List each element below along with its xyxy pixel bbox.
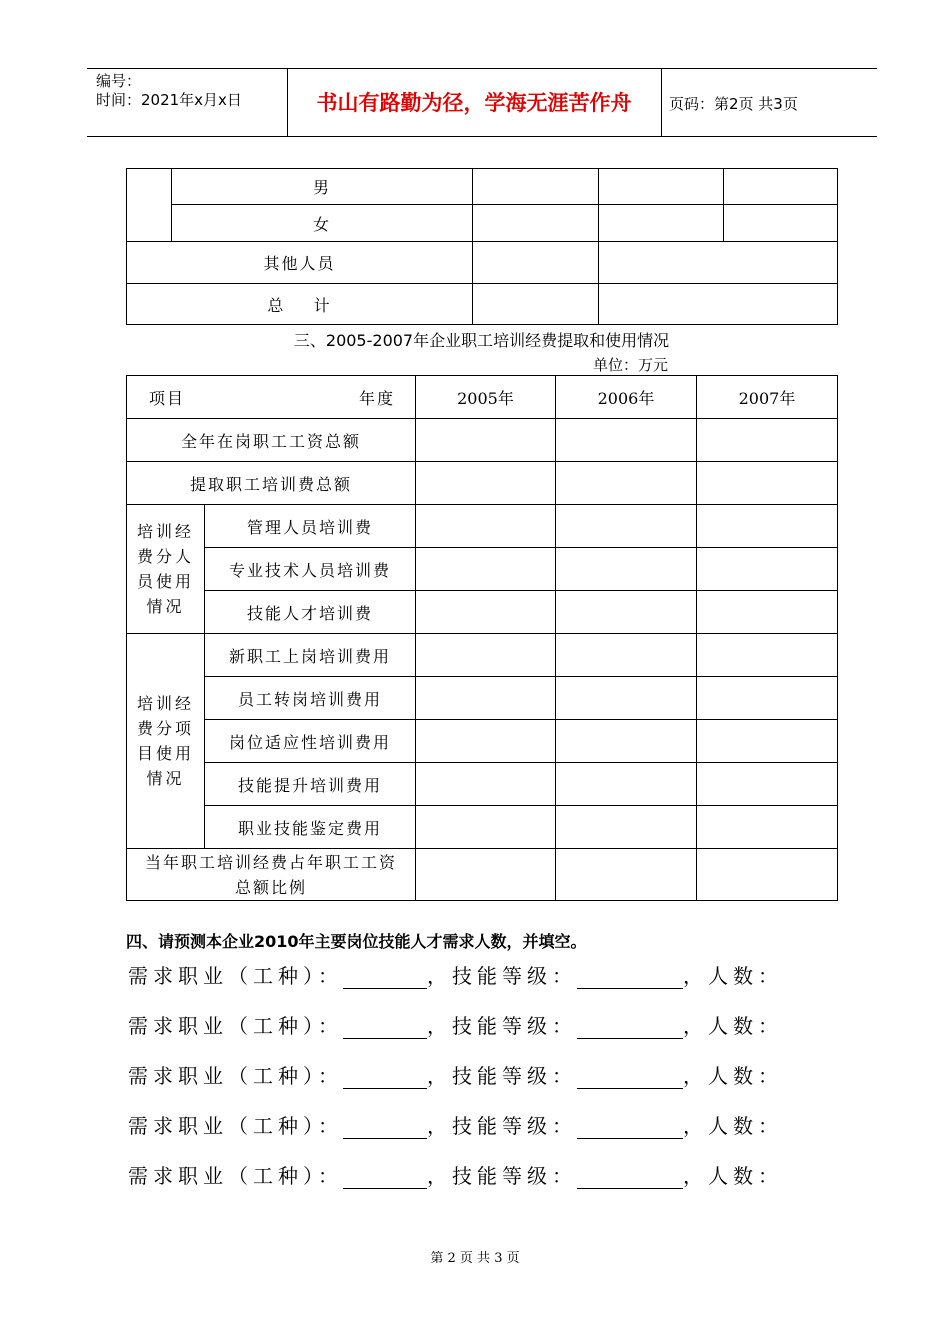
- row-management: 管理人员培训费: [205, 505, 416, 548]
- row-total-training: 提取职工培训费总额: [127, 462, 416, 505]
- data-cell[interactable]: [473, 205, 599, 242]
- row-label-female: 女: [172, 205, 473, 242]
- level-label: ，技能等级：: [427, 1114, 577, 1138]
- count-label: ，人数：: [683, 1164, 783, 1188]
- row-transfer: 员工转岗培训费用: [205, 677, 416, 720]
- demand-row: [128, 1010, 783, 1039]
- count-label: ，人数：: [683, 1114, 783, 1138]
- occupation-label: 需求职业（工种）：: [128, 1014, 343, 1038]
- data-cell[interactable]: [416, 849, 556, 901]
- count-label: ，人数：: [683, 1014, 783, 1038]
- data-cell[interactable]: [556, 677, 697, 720]
- unit-label: 单位：万元: [593, 356, 669, 374]
- section-4-title: 四、请预测本企业2010年主要岗位技能人才需求人数，并填空。: [126, 932, 587, 951]
- data-cell[interactable]: [697, 505, 838, 548]
- row-skill-upgrade: 技能提升培训费用: [205, 763, 416, 806]
- level-label: ，技能等级：: [427, 1064, 577, 1088]
- demand-row: [128, 1160, 783, 1189]
- count-label: ，人数：: [683, 1064, 783, 1088]
- data-cell[interactable]: [416, 677, 556, 720]
- data-cell[interactable]: [724, 205, 838, 242]
- row-adaptation: 岗位适应性培训费用: [205, 720, 416, 763]
- group-by-personnel-label: 培训经费分人员使用情况: [136, 522, 194, 616]
- row-label-other: 其他人员: [127, 242, 473, 284]
- occupation-blank[interactable]: [343, 1064, 427, 1089]
- data-cell[interactable]: [556, 505, 697, 548]
- row-appraisal: 职业技能鉴定费用: [205, 806, 416, 849]
- level-blank[interactable]: [577, 1164, 683, 1189]
- header-year: 年度: [358, 388, 395, 408]
- level-blank[interactable]: [577, 1114, 683, 1139]
- row-technical: 专业技术人员培训费: [205, 548, 416, 591]
- demand-row: [128, 1060, 783, 1089]
- occupation-label: 需求职业（工种）：: [128, 1064, 343, 1088]
- data-cell[interactable]: [697, 634, 838, 677]
- data-cell[interactable]: [697, 720, 838, 763]
- group-by-project: [127, 634, 205, 849]
- occupation-blank[interactable]: [343, 964, 427, 989]
- header-item-year: [127, 376, 416, 419]
- header-divider: [661, 68, 662, 136]
- occupation-label: 需求职业（工种）：: [128, 1164, 343, 1188]
- data-cell[interactable]: [697, 462, 838, 505]
- data-cell[interactable]: [556, 806, 697, 849]
- data-cell[interactable]: [556, 591, 697, 634]
- data-cell[interactable]: [556, 720, 697, 763]
- data-cell[interactable]: [473, 169, 599, 205]
- document-number: 编号：: [96, 72, 142, 90]
- data-cell[interactable]: [416, 505, 556, 548]
- data-cell[interactable]: [697, 806, 838, 849]
- level-blank[interactable]: [577, 1064, 683, 1089]
- group-cell: [127, 169, 172, 242]
- occupation-blank[interactable]: [343, 1164, 427, 1189]
- occupation-label: 需求职业（工种）：: [128, 1114, 343, 1138]
- data-cell[interactable]: [599, 169, 724, 205]
- section-3-title: 三、2005-2007年企业职工培训经费提取和使用情况: [293, 331, 670, 350]
- document-date: 时间：2021年x月x日: [96, 91, 242, 109]
- demand-row: [128, 960, 783, 989]
- header-motto: 书山有路勤为径，学海无涯苦作舟: [316, 91, 632, 115]
- occupation-blank[interactable]: [343, 1114, 427, 1139]
- data-cell[interactable]: [599, 242, 838, 284]
- level-blank[interactable]: [577, 1014, 683, 1039]
- page-footer: 第 2 页 共 3 页: [430, 1251, 520, 1266]
- data-cell[interactable]: [416, 763, 556, 806]
- header-bottom-rule: [87, 136, 877, 137]
- occupation-blank[interactable]: [343, 1014, 427, 1039]
- data-cell[interactable]: [697, 548, 838, 591]
- level-label: ，技能等级：: [427, 964, 577, 988]
- demand-row: [128, 1110, 783, 1139]
- data-cell[interactable]: [697, 677, 838, 720]
- year-2007: 2007年: [697, 376, 838, 419]
- row-label-total: 总 计: [127, 284, 473, 325]
- row-skilled: 技能人才培训费: [205, 591, 416, 634]
- data-cell[interactable]: [556, 849, 697, 901]
- data-cell[interactable]: [599, 205, 724, 242]
- header-top-rule: [87, 68, 877, 69]
- row-ratio-label: 当年职工培训经费占年职工工资总额比例: [144, 852, 397, 897]
- data-cell[interactable]: [416, 634, 556, 677]
- data-cell[interactable]: [599, 284, 838, 325]
- data-cell[interactable]: [416, 806, 556, 849]
- data-cell[interactable]: [697, 763, 838, 806]
- data-cell[interactable]: [556, 763, 697, 806]
- data-cell[interactable]: [556, 419, 697, 462]
- header-item: 项目: [149, 388, 186, 408]
- data-cell[interactable]: [473, 242, 599, 284]
- data-cell[interactable]: [556, 634, 697, 677]
- data-cell[interactable]: [416, 548, 556, 591]
- count-label: ，人数：: [683, 964, 783, 988]
- data-cell[interactable]: [556, 462, 697, 505]
- level-label: ，技能等级：: [427, 1014, 577, 1038]
- level-label: ，技能等级：: [427, 1164, 577, 1188]
- group-by-personnel: [127, 505, 205, 634]
- staff-table: [126, 168, 838, 325]
- occupation-label: 需求职业（工种）：: [128, 964, 343, 988]
- row-label-male: 男: [172, 169, 473, 205]
- year-2005: 2005年: [416, 376, 556, 419]
- data-cell[interactable]: [416, 462, 556, 505]
- level-blank[interactable]: [577, 964, 683, 989]
- data-cell[interactable]: [416, 591, 556, 634]
- data-cell[interactable]: [416, 419, 556, 462]
- training-fund-table: [126, 375, 838, 901]
- row-new-staff: 新职工上岗培训费用: [205, 634, 416, 677]
- data-cell[interactable]: [416, 720, 556, 763]
- row-total-wage: 全年在岗职工工资总额: [127, 419, 416, 462]
- data-cell[interactable]: [556, 548, 697, 591]
- group-by-project-label: 培训经费分项目使用情况: [136, 694, 194, 788]
- data-cell[interactable]: [724, 169, 838, 205]
- year-2006: 2006年: [556, 376, 697, 419]
- data-cell[interactable]: [697, 849, 838, 901]
- row-ratio: [127, 849, 416, 901]
- data-cell[interactable]: [697, 591, 838, 634]
- page-info: 页码：第2页 共3页: [669, 95, 798, 113]
- data-cell[interactable]: [473, 284, 599, 325]
- data-cell[interactable]: [697, 419, 838, 462]
